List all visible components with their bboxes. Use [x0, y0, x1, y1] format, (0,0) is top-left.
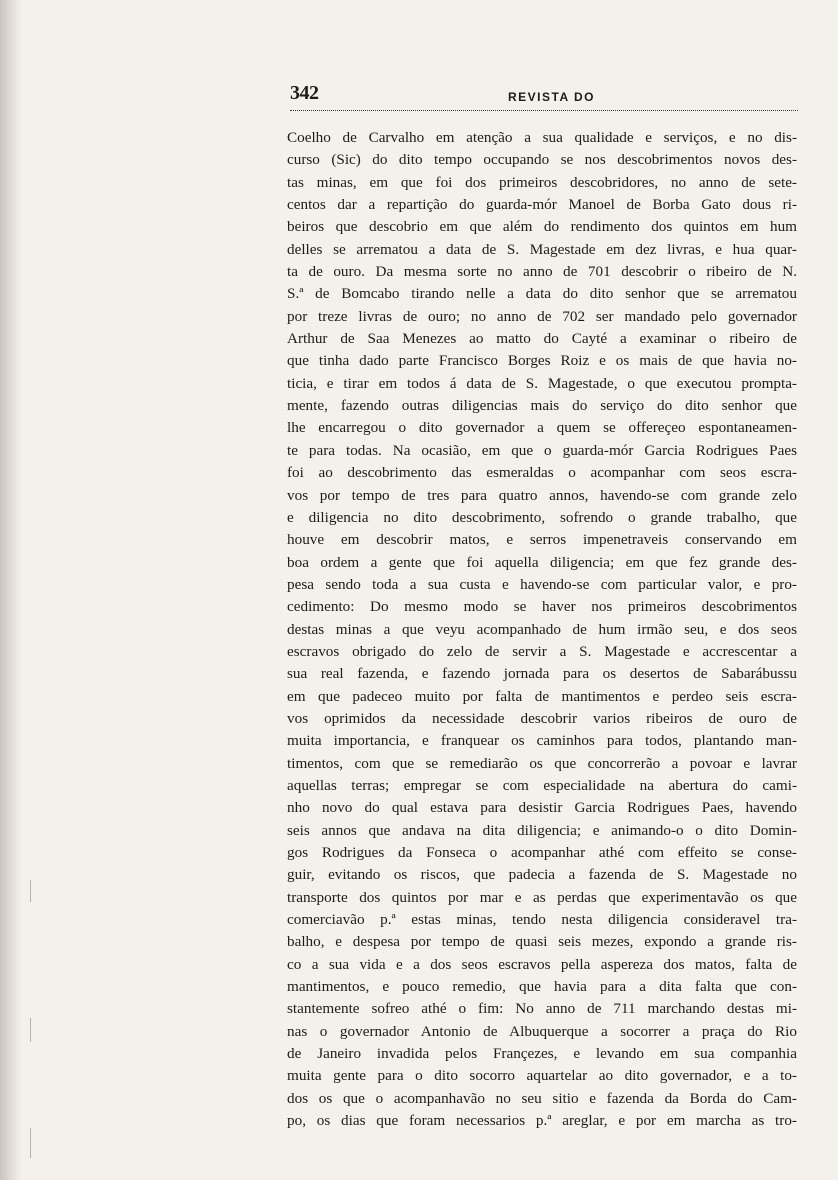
margin-mark	[30, 880, 31, 902]
text-line: por treze livras de ouro; no anno de 702 ser mandado pelo governador	[287, 307, 797, 325]
text-line: vos oprimidos da necessidade descobrir varios ribeiros de ouro de	[287, 709, 797, 727]
text-line: vos por tempo de tres para quatro annos, havendo-se com grande zelo	[287, 486, 797, 504]
text-line: ticia, e tirar em todos á data de S. Magestade, o que executou prompta-	[287, 374, 797, 392]
text-line: dos os que o acompanhavão no seu sitio e fazenda da Borda do Cam-	[287, 1089, 797, 1107]
body-text	[287, 127, 797, 1132]
text-line: S.ª de Bomcabo tirando nelle a data do dito senhor que se arrematou	[287, 285, 797, 303]
text-line: nho novo do qual estava para desistir Garcia Rodrigues Paes, havendo	[287, 799, 797, 817]
page-number: 342	[290, 82, 319, 104]
text-line: houve em descobrir matos, e serros impenetraveis conservando em	[287, 531, 797, 549]
text-line: te para todas. Na ocasião, em que o guarda-mór Garcia Rodrigues Paes	[287, 441, 797, 459]
text-line: curso (Sic) do dito tempo occupando se nos descobrimentos novos des-	[287, 151, 797, 169]
text-line: centos dar a repartição do guarda-mór Manoel de Borba Gato dous ri-	[287, 196, 797, 214]
text-line: destas minas a que veyu acompanhado de hum irmão seu, e dos seos	[287, 620, 797, 638]
page-spine-shadow	[0, 0, 22, 1180]
text-line: de Janeiro invadida pelos Françezes, e levando em sua companhia	[287, 1045, 797, 1063]
text-line: sua real fazenda, e fazendo jornada para os desertos de Sabarábussu	[287, 665, 797, 683]
text-line: comerciavão p.ª estas minas, tendo nesta diligencia consideravel tra-	[287, 911, 797, 929]
text-line: que tinha dado parte Francisco Borges Roiz e os mais de que havia no-	[287, 352, 797, 370]
text-line: mantimentos, e pouco remedio, que havia para a dita falta que con-	[287, 978, 797, 996]
header-rule	[290, 110, 798, 111]
text-line: beiros que descobrio em que além do rendimento dos quintos em hum	[287, 218, 797, 236]
text-line: balho, e despesa por tempo de quasi seis mezes, expondo a grande ris-	[287, 933, 797, 951]
text-line: mente, fazendo outras diligencias mais do serviço do dito senhor que	[287, 397, 797, 415]
text-line: em que padeceo muito por falta de mantimentos e perdeo seis escra-	[287, 687, 797, 705]
text-line: aquellas terras; empregar se com especialidade na abertura do cami-	[287, 776, 797, 794]
text-line: foi ao descobrimento das esmeraldas o acompanhar com seos escra-	[287, 464, 797, 482]
text-line: muita importancia, e franquear os caminhos para todos, plantando man-	[287, 732, 797, 750]
text-line: co a sua vida e a dos seos escravos pella aspereza dos matos, falta de	[287, 955, 797, 973]
text-line: Coelho de Carvalho em atenção a sua qualidade e serviços, e no dis-	[287, 129, 797, 146]
text-line: e diligencia no dito descobrimento, sofrendo o grande trabalho, que	[287, 508, 797, 526]
text-line: gos Rodrigues da Fonseca o acompanhar athé com effeito se conse-	[287, 844, 797, 861]
text-line: guir, evitando os riscos, que padecia a fazenda de S. Magestade no	[287, 866, 797, 884]
text-line: Arthur de Saa Menezes ao matto do Cayté a examinar o ribeiro de	[287, 330, 797, 348]
text-line: ta de ouro. Da mesma sorte no anno de 701 descobrir o ribeiro de N.	[287, 263, 797, 281]
text-line: cedimento: Do mesmo modo se haver nos primeiros descobrimentos	[287, 598, 797, 616]
margin-mark	[30, 1018, 31, 1042]
text-line: pesa sendo toda a sua custa e havendo-se com particular valor, e pro-	[287, 575, 797, 593]
text-line: stantemente sofreo athé o fim: No anno de 711 marchando destas mi-	[287, 1000, 797, 1018]
text-line: tas minas, em que foi dos primeiros descobridores, no anno de sete-	[287, 173, 797, 191]
text-line: timentos, com que se remediarão os que concorrerão a povoar e lavrar	[287, 754, 797, 772]
text-line: boa ordem a gente que foi aquella diligencia; em que fez grande des-	[287, 553, 797, 571]
text-line: muita gente para o dito socorro aquartelar ao dito governador, e a to-	[287, 1067, 797, 1085]
text-line: transporte dos quintos por mar e as perdas que experimentavão os que	[287, 888, 797, 906]
text-line: nas o governador Antonio de Albuquerque a socorrer a praça do Rio	[287, 1022, 797, 1040]
text-line: escravos obrigado do zelo de servir a S. Magestade e accrescentar a	[287, 642, 797, 660]
text-line: lhe encarregou o dito governador a quem se offereçeo espontaneamen-	[287, 419, 797, 437]
text-line: po, os dias que foram necessarios p.ª areglar, e por em marcha as tro-	[287, 1112, 797, 1130]
running-head: REVISTA DO	[508, 90, 596, 104]
text-line: seis annos que andava na dita diligencia; e animando-o o dito Domin-	[287, 821, 797, 839]
text-line: delles se arrematou a data de S. Magestade em dez livras, e hua quar-	[287, 240, 797, 258]
page-header	[290, 80, 798, 120]
margin-mark	[30, 1128, 31, 1158]
